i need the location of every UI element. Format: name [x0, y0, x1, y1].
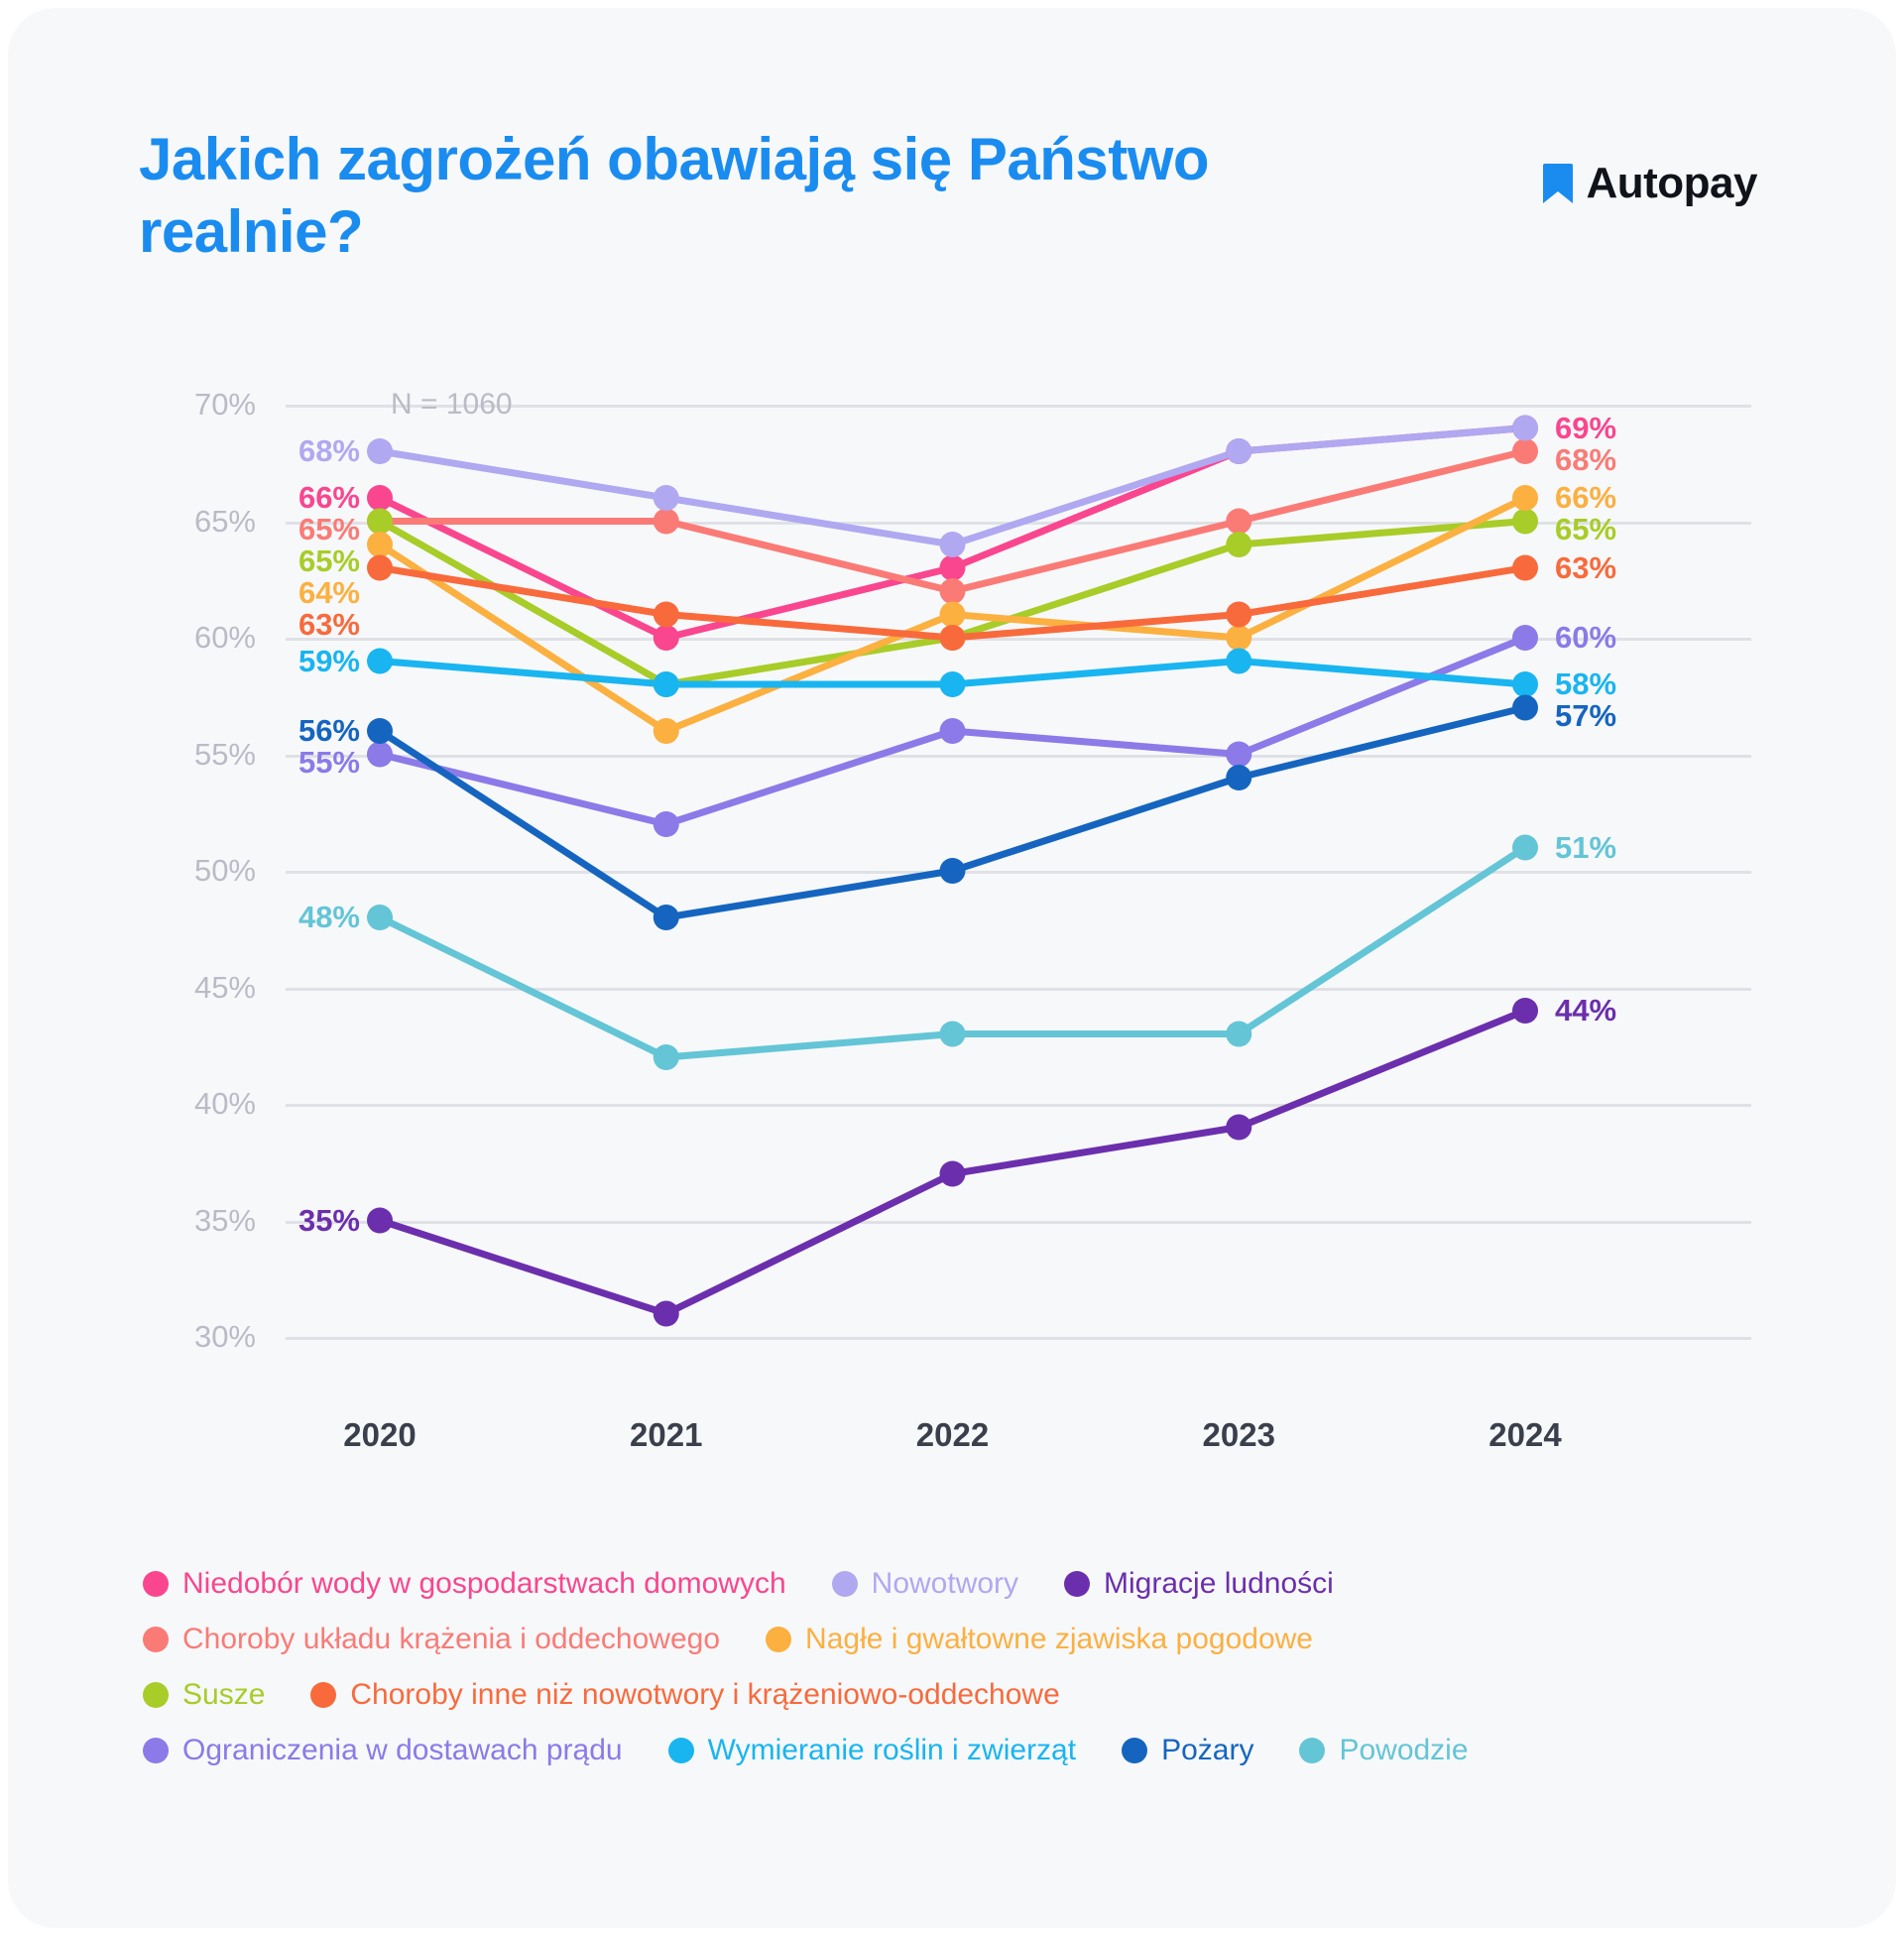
legend-item[interactable]: [1299, 1734, 1468, 1767]
series-point: [940, 555, 966, 581]
series-point: [367, 905, 393, 930]
series-point: [367, 485, 393, 511]
series-point: [654, 485, 679, 511]
chart-series-layer: [137, 405, 1763, 1486]
legend-label: Nowotwory: [871, 1567, 1019, 1600]
legend-color-dot: [832, 1571, 858, 1597]
legend-row: [143, 1623, 1789, 1656]
series-point: [367, 555, 393, 581]
series-end-value: 68%: [1555, 441, 1617, 477]
legend-item[interactable]: [766, 1623, 1313, 1656]
series-start-value: 55%: [298, 745, 360, 780]
series-point: [940, 718, 966, 744]
series-point: [1226, 532, 1251, 557]
legend-item[interactable]: [143, 1623, 720, 1656]
series-point: [367, 509, 393, 535]
series-point: [654, 1301, 679, 1327]
series-point: [940, 671, 966, 697]
y-axis-tick: 45%: [193, 969, 256, 1005]
legend-color-dot: [143, 1571, 169, 1597]
series-end-value: 57%: [1555, 698, 1617, 733]
series-point: [654, 625, 679, 651]
legend-label: Susze: [182, 1678, 266, 1711]
series-start-value: 48%: [298, 900, 360, 934]
series-line: [380, 428, 1525, 545]
series-start-value: 59%: [298, 643, 360, 678]
legend-color-dot: [668, 1738, 694, 1763]
series-point: [1512, 625, 1538, 651]
legend-item[interactable]: [668, 1734, 1076, 1767]
legend-item[interactable]: [143, 1678, 265, 1712]
y-axis-tick: 40%: [193, 1086, 256, 1121]
brand-name: Autopay: [1586, 159, 1757, 207]
series-start-value: 68%: [298, 433, 360, 468]
series-end-value: 51%: [1555, 829, 1617, 865]
legend-color-dot: [766, 1627, 791, 1652]
y-axis-tick: 65%: [193, 503, 256, 539]
y-axis-tick: 60%: [193, 620, 256, 655]
series-point: [940, 858, 966, 884]
series-point: [1512, 998, 1538, 1024]
chart-legend: [143, 1567, 1789, 1789]
x-axis-tick: 2023: [1202, 1416, 1275, 1453]
y-axis-tick: 70%: [193, 387, 256, 422]
series-point: [654, 718, 679, 744]
series-point: [654, 509, 679, 535]
series-point: [940, 578, 966, 604]
legend-color-dot: [1064, 1571, 1090, 1597]
series-point: [367, 532, 393, 557]
series-start-value: 65%: [298, 544, 360, 578]
x-axis-tick: 2022: [915, 1416, 990, 1453]
series-end-value: 63%: [1555, 549, 1617, 585]
series-point: [1226, 602, 1251, 628]
legend-color-dot: [310, 1682, 336, 1708]
legend-label: Choroby układu krążenia i oddechowego: [182, 1623, 721, 1655]
x-axis-tick: 2020: [343, 1416, 416, 1453]
legend-item[interactable]: [1064, 1567, 1334, 1601]
series-point: [1226, 649, 1251, 674]
legend-label: Ograniczenia w dostawach prądu: [182, 1734, 623, 1766]
legend-label: Niedobór wody w gospodarstwach domowych: [182, 1567, 786, 1600]
legend-label: Choroby inne niż nowotwory i krążeniowo-oddechowe: [350, 1678, 1060, 1711]
legend-item[interactable]: [143, 1734, 623, 1767]
series-point: [940, 532, 966, 557]
series-point: [1226, 625, 1251, 651]
series-end-value: 44%: [1555, 993, 1617, 1028]
legend-label: Powodzie: [1339, 1734, 1469, 1766]
legend-label: Wymieranie roślin i zwierząt: [707, 1734, 1077, 1766]
page-title: Jakich zagrożeń obawiają się Państwo realnie?: [139, 126, 1210, 266]
series-point: [1512, 835, 1538, 861]
series-start-value: 66%: [298, 480, 360, 515]
series-point: [940, 602, 966, 628]
series-point: [1226, 765, 1251, 790]
legend-row: [143, 1567, 1789, 1601]
series-point: [940, 1022, 966, 1047]
x-axis-tick: 2021: [630, 1416, 703, 1453]
series-end-value: 58%: [1555, 666, 1617, 701]
series-end-value: 66%: [1555, 480, 1617, 515]
series-point: [1226, 438, 1251, 464]
series-end-value: 65%: [1555, 512, 1617, 546]
series-start-value: 64%: [298, 575, 360, 610]
series-start-value: 65%: [298, 512, 360, 546]
legend-color-dot: [1122, 1738, 1147, 1763]
y-axis-tick: 55%: [193, 736, 256, 772]
series-point: [367, 438, 393, 464]
series-point: [654, 905, 679, 930]
series-point: [367, 718, 393, 744]
legend-color-dot: [143, 1738, 169, 1763]
y-axis-tick: 30%: [193, 1319, 256, 1354]
legend-item[interactable]: [310, 1678, 1059, 1712]
legend-label: Nagłe i gwałtowne zjawiska pogodowe: [805, 1623, 1313, 1655]
brand-logo: [1541, 159, 1758, 208]
bookmark-icon: [1541, 162, 1575, 205]
legend-label: Migracje ludności: [1104, 1567, 1334, 1600]
series-point: [367, 649, 393, 674]
series-point: [940, 1161, 966, 1187]
sample-size-note: N = 1060: [391, 388, 513, 421]
series-point: [940, 625, 966, 651]
series-point: [1226, 742, 1251, 768]
series-point: [1512, 671, 1538, 697]
y-axis-tick: 35%: [193, 1202, 256, 1238]
series-point: [1512, 695, 1538, 721]
series-point: [1512, 485, 1538, 511]
series-point: [1512, 438, 1538, 464]
series-point: [1226, 509, 1251, 535]
series-point: [1512, 509, 1538, 535]
series-point: [654, 671, 679, 697]
legend-item[interactable]: [143, 1567, 786, 1601]
series-start-value: 63%: [298, 607, 360, 642]
series-point: [1226, 1115, 1251, 1141]
legend-color-dot: [143, 1682, 169, 1708]
legend-row: [143, 1734, 1789, 1767]
series-end-value: 60%: [1555, 620, 1617, 655]
chart-card: [8, 8, 1896, 1928]
series-start-value: 56%: [298, 713, 360, 748]
series-point: [367, 1208, 393, 1234]
series-start-value: 35%: [298, 1202, 360, 1238]
series-point: [1226, 1022, 1251, 1047]
y-axis-tick: 50%: [193, 853, 256, 888]
series-point: [654, 602, 679, 628]
series-point: [367, 742, 393, 768]
x-axis-tick: 2024: [1488, 1416, 1562, 1453]
legend-color-dot: [1299, 1738, 1325, 1763]
series-point: [1512, 416, 1538, 441]
legend-item[interactable]: [1122, 1734, 1253, 1767]
legend-label: Pożary: [1161, 1734, 1254, 1766]
series-point: [1512, 555, 1538, 581]
legend-row: [143, 1678, 1789, 1712]
series-point: [654, 811, 679, 837]
legend-item[interactable]: [832, 1567, 1018, 1601]
series-point: [654, 1044, 679, 1070]
legend-color-dot: [143, 1627, 169, 1652]
line-chart: [137, 387, 1763, 1486]
series-end-value: 69%: [1555, 410, 1617, 445]
